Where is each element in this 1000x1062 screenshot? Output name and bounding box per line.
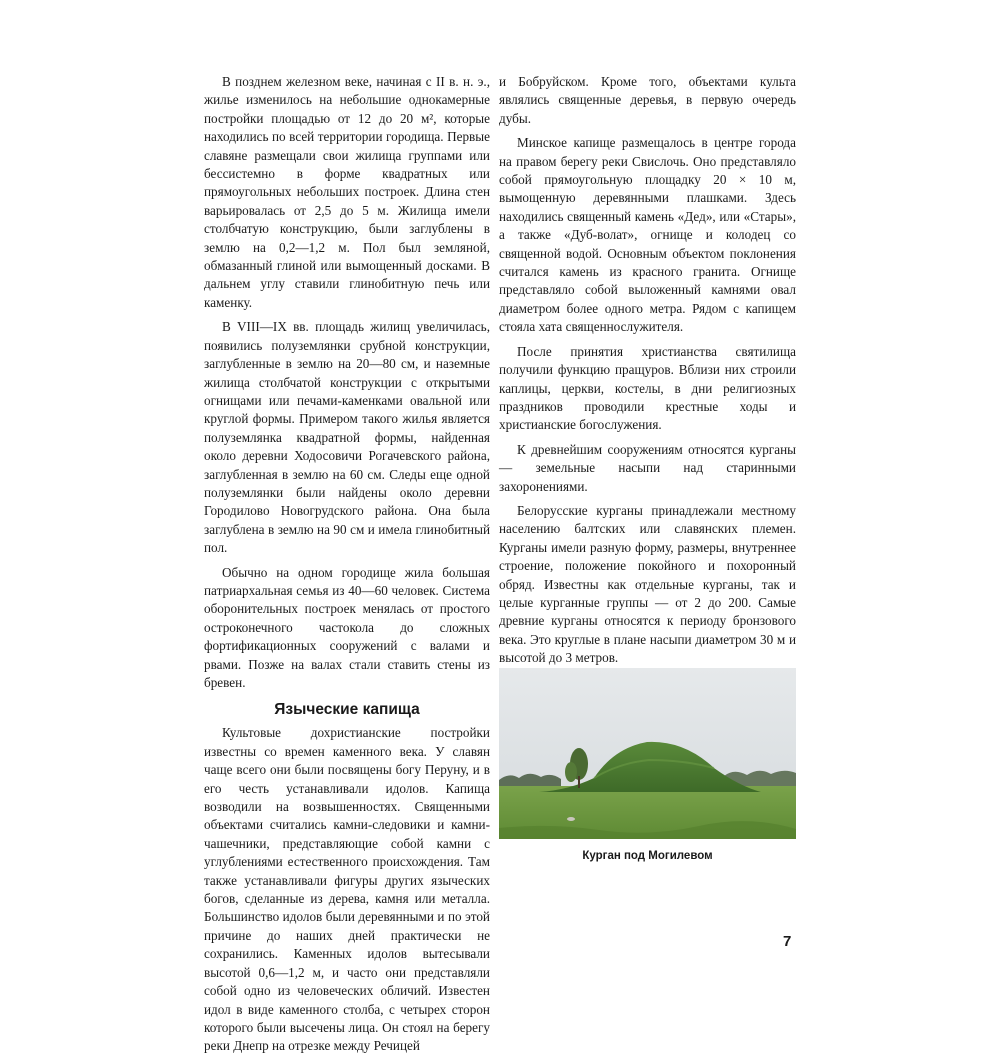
stone <box>567 817 575 821</box>
paragraph: Культовые дохристианские постройки известны со времен каменного века. У славян чаще всего они были посвящены богу Перуну, и в его честь устанавливали идолов. Капища возводили на возвышенностях. Священными объектами считались камни-следовики и камни-чашечники, представляющие собой камни с углублениями естественного происхождения. Там также устанавливали фигуры других языческих богов, сделанные из дерева, камня или металла. Большинство идолов были деревянными и по этой причине до наших дней практически не сохранились. Каменных идолов вытесывали высотой 0,6—1,2 м, и часто они представляли собой одно из человеческих обличий. Известен идол в виде каменного столба, с четырех сторон которого были высечены лица. Он стоял на берегу реки Днепр на отрезке между Речицей <box>204 725 490 1054</box>
left-column <box>204 73 490 1062</box>
photo-caption: Курган под Могилевом <box>582 850 713 862</box>
paragraph: В позднем железном веке, начиная с II в. н. э., жилье изменилось на небольшие однокамерные постройки площадью от 12 до 20 м², которые находились по всей территории городища. Первые славяне размещали свои жилища группами или бессистемно в форме квадратных или прямоугольных небольших построек. Длина стен варьировалась от 2,5 до 5 м. Жилища имели столбчатую конструкцию, были заглублены в землю на 0,2—1,2 м. Пол был земляной, обмазанный глиной или вымощенный досками. В дальнем углу ставили глинобитную печь или каменку. <box>204 74 490 310</box>
section-heading: Языческие капища <box>274 701 420 719</box>
paragraph: После принятия христианства святилища получили функцию пращуров. Вблизи них строили каплицы, церкви, костелы, в дни религиозных праздников проводили крестные ходы и христианские богослужения. <box>499 343 796 433</box>
page-number: 7 <box>783 933 792 950</box>
distant-trees <box>499 774 561 788</box>
kurgan-landscape-image <box>499 668 796 839</box>
kurgan-photo <box>499 668 796 839</box>
paragraph: Обычно на одном городище жила большая патриархальная семья из 40—60 человек. Система оборонительных построек менялась от простого остроконечного частокола до сложных фортификационных сооружений с валами и рвами. Позже на валах стали ставить стены из бревен. <box>204 564 490 690</box>
paragraph: и Бобруйском. Кроме того, объектами культа являлись священные деревья, в первую очередь дубы. <box>499 74 796 126</box>
paragraph: Минское капище размещалось в центре города на правом берегу реки Свислочь. Оно представляло собой прямоугольную площадку 20 × 10 м, вымощенную деревянными плашками. Здесь находились священный камень «Дед», или «Стары», а также «Дуб-волат», огнище и колодец со священной водой. Основным объектом поклонения считался камень из красного гранита. Огнище представляло собой выложенный камнями овал диаметром более одного метра. Рядом с капищем стояла хата священнослужителя. <box>499 135 796 335</box>
paragraph: Белорусские курганы принадлежали местному населению балтских или славянских племен. Курганы имели разную форму, размеры, внутреннее строение, положение покойного и похоронный обряд. Известны как отдельные курганы, так и целые курганные группы — от 2 до 200. Самые древние курганы относятся к периоду бронзового века. Это круглые в плане насыпи диаметром 30 м и высотой до 3 метров. <box>499 502 796 666</box>
tree <box>565 762 577 782</box>
paragraph: В VIII—IX вв. площадь жилищ увеличилась, появились полуземлянки срубной конструкции, заглубленные в землю на 20—80 см, и наземные жилища столбчатой конструкции с открытыми огнищами или печами-каменками овальной или круглой формы. Примером такого жилья является полуземлянка квадратной формы, найденная около деревни Ходосовичи Рогачевского района, заглубленная в землю на 60 см. Следы еще одной полуземлянки были найдены около деревни Городилово Новогрудского района. Она была заглублена в землю на 90 см и имела глинобитный пол. <box>204 319 490 556</box>
paragraph: К древнейшим сооружениям относятся курганы — земельные насыпи над старинными захоронениями. <box>499 441 796 494</box>
